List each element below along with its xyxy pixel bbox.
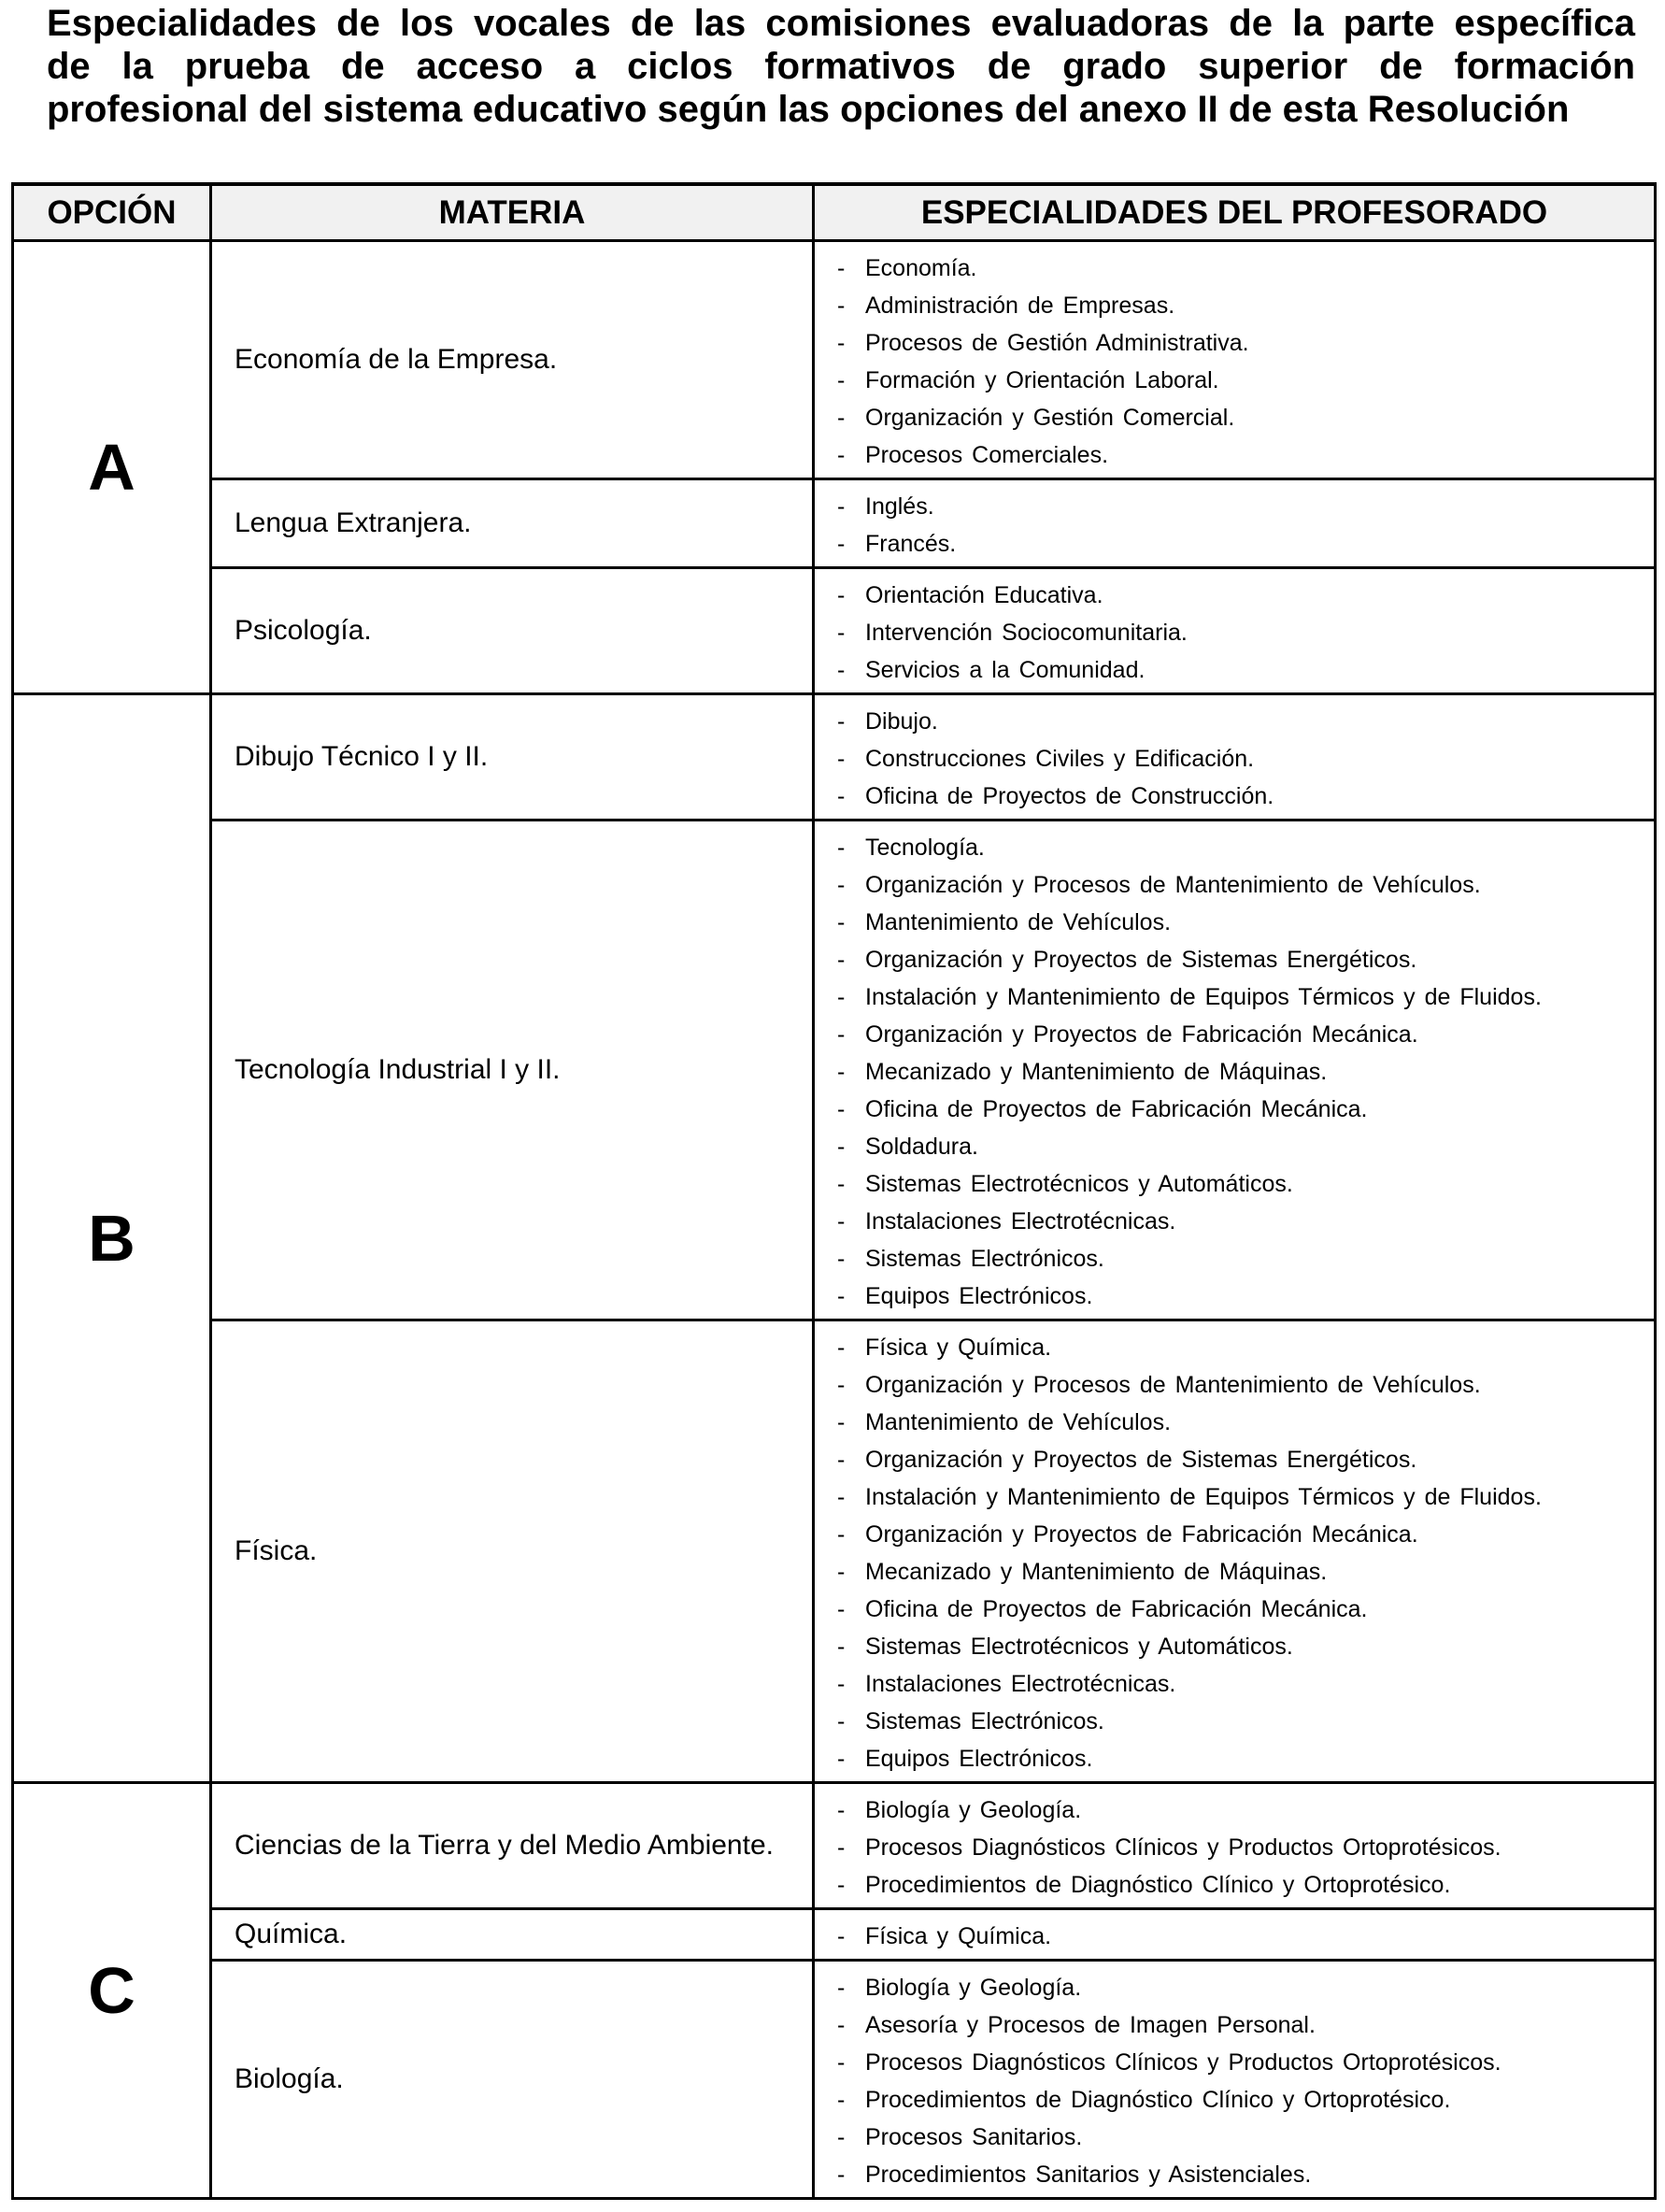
especialidad-text: Instalaciones Electrotécnicas. bbox=[865, 1671, 1176, 1697]
list-dash: - bbox=[837, 620, 846, 646]
list-dash: - bbox=[837, 405, 846, 431]
list-item bbox=[815, 866, 1654, 904]
list-dash: - bbox=[837, 293, 846, 319]
especialidades-list bbox=[815, 1918, 1654, 1955]
especialidades-cell bbox=[814, 1909, 1656, 1961]
list-item bbox=[815, 2006, 1654, 2044]
materia-cell: Tecnología Industrial I y II. bbox=[211, 821, 814, 1320]
materia-cell: Dibujo Técnico I y II. bbox=[211, 694, 814, 821]
table-row bbox=[13, 241, 1656, 479]
especialidades-list bbox=[815, 250, 1654, 474]
list-item bbox=[815, 1969, 1654, 2006]
list-item bbox=[815, 703, 1654, 740]
header-materia: MATERIA bbox=[211, 184, 814, 241]
list-dash: - bbox=[837, 1171, 846, 1197]
especialidad-text: Sistemas Electrónicos. bbox=[865, 1246, 1104, 1272]
especialidad-text: Equipos Electrónicos. bbox=[865, 1746, 1093, 1772]
list-item bbox=[815, 778, 1654, 815]
list-item bbox=[815, 250, 1654, 287]
list-item bbox=[815, 525, 1654, 563]
list-dash: - bbox=[837, 2087, 846, 2113]
list-item bbox=[815, 436, 1654, 474]
list-dash: - bbox=[837, 330, 846, 356]
list-item bbox=[815, 1165, 1654, 1203]
list-dash: - bbox=[837, 872, 846, 898]
title-line-1: Especialidades de los vocales de las comisiones evaluadoras de la parte específica bbox=[47, 3, 1635, 44]
list-item bbox=[815, 1277, 1654, 1315]
list-dash: - bbox=[837, 2124, 846, 2150]
materia-cell: Lengua Extranjera. bbox=[211, 479, 814, 568]
list-dash: - bbox=[837, 746, 846, 772]
table-row bbox=[13, 1783, 1656, 1909]
especialidad-text: Sistemas Electrotécnicos y Automáticos. bbox=[865, 1634, 1293, 1660]
especialidad-text: Francés. bbox=[865, 531, 957, 557]
list-item bbox=[815, 1203, 1654, 1240]
list-dash: - bbox=[837, 1246, 846, 1272]
list-item bbox=[815, 1791, 1654, 1829]
especialidad-text: Servicios a la Comunidad. bbox=[865, 657, 1146, 683]
list-dash: - bbox=[837, 442, 846, 468]
especialidades-cell bbox=[814, 821, 1656, 1320]
list-dash: - bbox=[837, 1334, 846, 1361]
especialidad-text: Organización y Procesos de Mantenimiento de Vehículos. bbox=[865, 872, 1481, 898]
especialidad-text: Mecanizado y Mantenimiento de Máquinas. bbox=[865, 1559, 1328, 1585]
especialidad-text: Procesos Diagnósticos Clínicos y Productos Ortoprotésicos. bbox=[865, 1834, 1501, 1861]
especialidad-text: Economía. bbox=[865, 255, 977, 281]
list-dash: - bbox=[837, 1134, 846, 1160]
list-item bbox=[815, 1665, 1654, 1703]
list-dash: - bbox=[837, 909, 846, 935]
table-row bbox=[13, 1909, 1656, 1961]
especialidades-list bbox=[815, 829, 1654, 1315]
materia-cell: Economía de la Empresa. bbox=[211, 241, 814, 479]
list-dash: - bbox=[837, 1834, 846, 1861]
list-dash: - bbox=[837, 1797, 846, 1823]
materia-cell: Ciencias de la Tierra y del Medio Ambiente. bbox=[211, 1783, 814, 1909]
list-dash: - bbox=[837, 2049, 846, 2076]
list-dash: - bbox=[837, 2162, 846, 2188]
list-dash: - bbox=[837, 1746, 846, 1772]
list-dash: - bbox=[837, 1021, 846, 1048]
especialidades-cell bbox=[814, 479, 1656, 568]
materia-cell: Psicología. bbox=[211, 568, 814, 694]
list-item bbox=[815, 287, 1654, 324]
table-body bbox=[13, 241, 1656, 2199]
table-row bbox=[13, 821, 1656, 1320]
opcion-cell: B bbox=[13, 694, 211, 1783]
list-dash: - bbox=[837, 1671, 846, 1697]
especialidad-text: Oficina de Proyectos de Construcción. bbox=[865, 783, 1274, 809]
list-dash: - bbox=[837, 1372, 846, 1398]
especialidad-text: Instalaciones Electrotécnicas. bbox=[865, 1208, 1176, 1234]
especialidad-text: Organización y Procesos de Mantenimiento de Vehículos. bbox=[865, 1372, 1481, 1398]
list-dash: - bbox=[837, 1283, 846, 1309]
list-dash: - bbox=[837, 984, 846, 1010]
especialidad-text: Sistemas Electrónicos. bbox=[865, 1708, 1104, 1734]
table-row bbox=[13, 1320, 1656, 1783]
list-item bbox=[815, 2119, 1654, 2156]
title-line-3: profesional del sistema educativo según las opciones del anexo II de esta Resolución bbox=[47, 89, 1570, 130]
especialidad-text: Sistemas Electrotécnicos y Automáticos. bbox=[865, 1171, 1293, 1197]
list-dash: - bbox=[837, 255, 846, 281]
especialidad-text: Soldadura. bbox=[865, 1134, 978, 1160]
especialidad-text: Intervención Sociocomunitaria. bbox=[865, 620, 1188, 646]
list-item bbox=[815, 2156, 1654, 2193]
especialidad-text: Biología y Geología. bbox=[865, 1797, 1082, 1823]
especialidad-text: Procedimientos de Diagnóstico Clínico y Ortoprotésico. bbox=[865, 2087, 1451, 2113]
list-item bbox=[815, 1016, 1654, 1053]
materia-cell: Biología. bbox=[211, 1961, 814, 2199]
especialidad-text: Organización y Proyectos de Fabricación Mecánica. bbox=[865, 1521, 1418, 1548]
table-row bbox=[13, 1961, 1656, 2199]
list-item bbox=[815, 740, 1654, 778]
list-dash: - bbox=[837, 1484, 846, 1510]
especialidad-text: Procesos Sanitarios. bbox=[865, 2124, 1083, 2150]
header-row bbox=[13, 184, 1656, 241]
list-dash: - bbox=[837, 582, 846, 608]
especialidades-list bbox=[815, 488, 1654, 563]
list-dash: - bbox=[837, 493, 846, 520]
list-item bbox=[815, 829, 1654, 866]
list-item bbox=[815, 1366, 1654, 1404]
list-dash: - bbox=[837, 1059, 846, 1085]
list-item bbox=[815, 978, 1654, 1016]
list-dash: - bbox=[837, 1096, 846, 1122]
especialidad-text: Física y Química. bbox=[865, 1334, 1052, 1361]
especialidades-cell bbox=[814, 1961, 1656, 2199]
list-item bbox=[815, 651, 1654, 689]
table-header bbox=[13, 184, 1656, 241]
especialidad-text: Instalación y Mantenimiento de Equipos Térmicos y de Fluidos. bbox=[865, 984, 1542, 1010]
list-item bbox=[815, 1091, 1654, 1128]
list-dash: - bbox=[837, 1447, 846, 1473]
especialidad-text: Procesos Diagnósticos Clínicos y Productos Ortoprotésicos. bbox=[865, 2049, 1501, 2076]
especialidad-text: Procedimientos de Diagnóstico Clínico y Ortoprotésico. bbox=[865, 1872, 1451, 1898]
list-item bbox=[815, 488, 1654, 525]
especialidad-text: Administración de Empresas. bbox=[865, 293, 1175, 319]
especialidad-text: Procesos de Gestión Administrativa. bbox=[865, 330, 1249, 356]
especialidad-text: Tecnología. bbox=[865, 835, 985, 861]
list-item bbox=[815, 1478, 1654, 1516]
list-item bbox=[815, 1918, 1654, 1955]
list-dash: - bbox=[837, 1521, 846, 1548]
list-item bbox=[815, 324, 1654, 362]
especialidad-text: Organización y Gestión Comercial. bbox=[865, 405, 1235, 431]
document-title bbox=[47, 2, 1635, 131]
list-item bbox=[815, 1553, 1654, 1591]
list-item bbox=[815, 904, 1654, 941]
list-item bbox=[815, 1740, 1654, 1777]
list-item bbox=[815, 2081, 1654, 2119]
especialidad-text: Mecanizado y Mantenimiento de Máquinas. bbox=[865, 1059, 1328, 1085]
list-item bbox=[815, 577, 1654, 614]
opcion-cell: A bbox=[13, 241, 211, 694]
list-dash: - bbox=[837, 1596, 846, 1622]
list-item bbox=[815, 1441, 1654, 1478]
especialidad-text: Biología y Geología. bbox=[865, 1975, 1082, 2001]
list-dash: - bbox=[837, 1923, 846, 1949]
especialidad-text: Organización y Proyectos de Sistemas Energéticos. bbox=[865, 947, 1417, 973]
especialidades-list bbox=[815, 1969, 1654, 2193]
especialidad-text: Procedimientos Sanitarios y Asistenciales. bbox=[865, 2162, 1312, 2188]
list-dash: - bbox=[837, 835, 846, 861]
especialidades-list bbox=[815, 577, 1654, 689]
list-item bbox=[815, 362, 1654, 399]
list-item bbox=[815, 1240, 1654, 1277]
list-item bbox=[815, 1516, 1654, 1553]
list-item bbox=[815, 1053, 1654, 1091]
especialidad-text: Construcciones Civiles y Edificación. bbox=[865, 746, 1255, 772]
especialidad-text: Dibujo. bbox=[865, 708, 938, 735]
list-dash: - bbox=[837, 708, 846, 735]
especialidad-text: Organización y Proyectos de Fabricación Mecánica. bbox=[865, 1021, 1418, 1048]
list-dash: - bbox=[837, 367, 846, 393]
list-dash: - bbox=[837, 1208, 846, 1234]
especialidades-cell bbox=[814, 694, 1656, 821]
list-dash: - bbox=[837, 1559, 846, 1585]
title-line-2: de la prueba de acceso a ciclos formativos de grado superior de formación bbox=[47, 46, 1635, 87]
list-dash: - bbox=[837, 531, 846, 557]
especialidad-text: Mantenimiento de Vehículos. bbox=[865, 909, 1172, 935]
list-item bbox=[815, 1703, 1654, 1740]
especialidad-text: Inglés. bbox=[865, 493, 934, 520]
especialidad-text: Instalación y Mantenimiento de Equipos Térmicos y de Fluidos. bbox=[865, 1484, 1542, 1510]
especialidad-text: Organización y Proyectos de Sistemas Energéticos. bbox=[865, 1447, 1417, 1473]
table-row bbox=[13, 694, 1656, 821]
list-dash: - bbox=[837, 947, 846, 973]
list-item bbox=[815, 614, 1654, 651]
header-opcion: OPCIÓN bbox=[13, 184, 211, 241]
especialidad-text: Física y Química. bbox=[865, 1923, 1052, 1949]
especialidades-list bbox=[815, 703, 1654, 815]
especialidades-cell bbox=[814, 568, 1656, 694]
especialidades-list bbox=[815, 1329, 1654, 1777]
list-item bbox=[815, 2044, 1654, 2081]
list-item bbox=[815, 399, 1654, 436]
especialidad-text: Formación y Orientación Laboral. bbox=[865, 367, 1219, 393]
list-dash: - bbox=[837, 783, 846, 809]
header-especialidades: ESPECIALIDADES DEL PROFESORADO bbox=[814, 184, 1656, 241]
list-dash: - bbox=[837, 1872, 846, 1898]
especialidades-table bbox=[11, 182, 1657, 2200]
list-dash: - bbox=[837, 1409, 846, 1435]
especialidad-text: Procesos Comerciales. bbox=[865, 442, 1109, 468]
list-item bbox=[815, 1628, 1654, 1665]
opcion-cell: C bbox=[13, 1783, 211, 2199]
table-row bbox=[13, 479, 1656, 568]
materia-cell: Química. bbox=[211, 1909, 814, 1961]
especialidades-cell bbox=[814, 1783, 1656, 1909]
especialidad-text: Equipos Electrónicos. bbox=[865, 1283, 1093, 1309]
list-item bbox=[815, 1128, 1654, 1165]
list-dash: - bbox=[837, 2012, 846, 2038]
table-row bbox=[13, 568, 1656, 694]
list-item bbox=[815, 1329, 1654, 1366]
list-item bbox=[815, 1404, 1654, 1441]
list-dash: - bbox=[837, 1708, 846, 1734]
materia-cell: Física. bbox=[211, 1320, 814, 1783]
especialidad-text: Mantenimiento de Vehículos. bbox=[865, 1409, 1172, 1435]
especialidades-list bbox=[815, 1791, 1654, 1904]
list-item bbox=[815, 1591, 1654, 1628]
list-item bbox=[815, 1829, 1654, 1866]
especialidad-text: Oficina de Proyectos de Fabricación Mecánica. bbox=[865, 1596, 1368, 1622]
especialidad-text: Asesoría y Procesos de Imagen Personal. bbox=[865, 2012, 1316, 2038]
especialidades-cell bbox=[814, 1320, 1656, 1783]
list-item bbox=[815, 941, 1654, 978]
list-dash: - bbox=[837, 1634, 846, 1660]
especialidad-text: Oficina de Proyectos de Fabricación Mecánica. bbox=[865, 1096, 1368, 1122]
list-item bbox=[815, 1866, 1654, 1904]
list-dash: - bbox=[837, 1975, 846, 2001]
list-dash: - bbox=[837, 657, 846, 683]
especialidades-cell bbox=[814, 241, 1656, 479]
especialidad-text: Orientación Educativa. bbox=[865, 582, 1103, 608]
